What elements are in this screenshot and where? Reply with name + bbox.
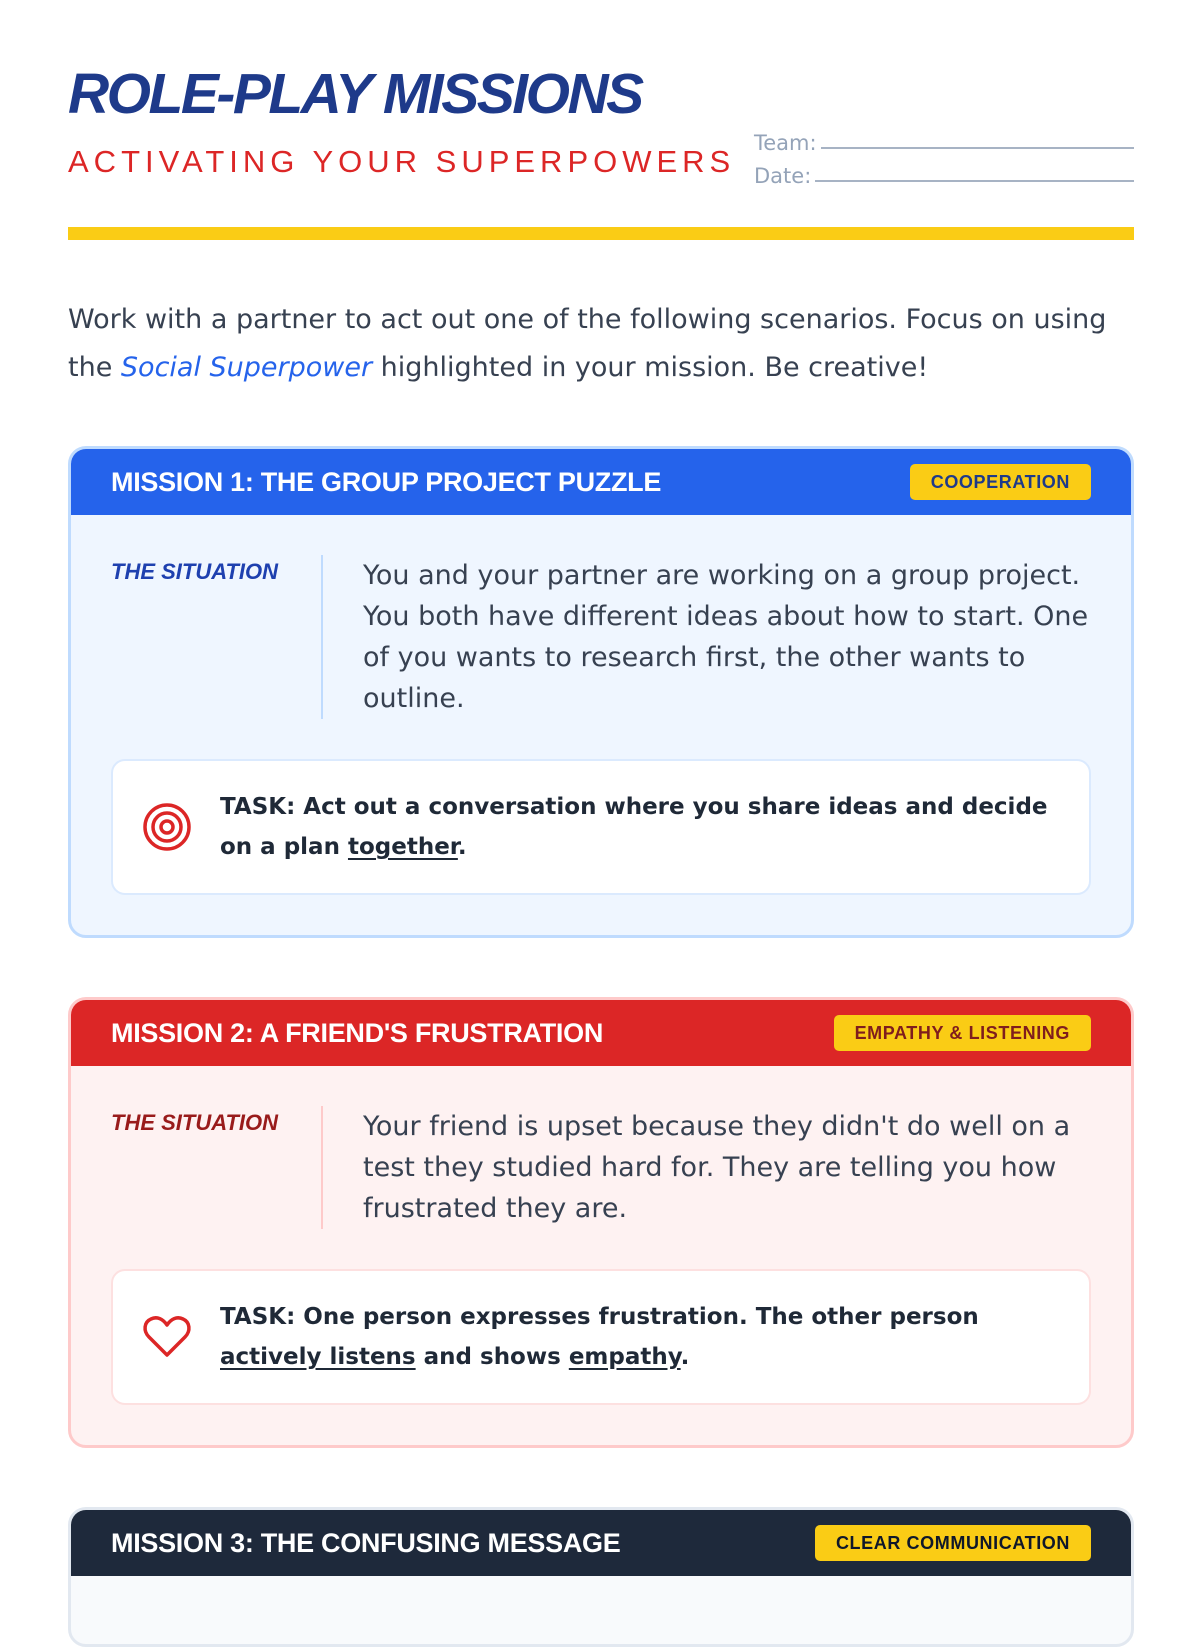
mission-2-situation-text: Your friend is upset because they didn't do well on a test they studied hard for. They are telling you how frustrated they are. [321,1106,1091,1229]
mission-2-task-keyword-1: actively listens [220,1344,416,1370]
mission-2-title: MISSION 2: A FRIEND'S FRUSTRATION [111,1017,604,1048]
mission-1-task-box [111,759,1091,895]
mission-card-1 [68,446,1134,938]
mission-1-task-prefix: TASK: Act out a conversation where you share ideas and decide on a plan [220,794,1048,860]
team-blank-line[interactable] [821,147,1134,149]
mission-1-task-keyword: together [347,834,458,860]
date-label: Date: [754,164,812,188]
mission-1-situation-label: THE SITUATION [111,559,279,584]
mission-2-situation [71,1066,1131,1229]
mission-card-2 [68,997,1134,1448]
mission-1-header [71,449,1131,515]
mission-3-superpower-tag: CLEAR COMMUNICATION [815,1525,1091,1561]
team-date-fields [754,122,1134,188]
mission-2-superpower-tag: EMPATHY & LISTENING [834,1015,1091,1051]
mission-1-task-text [220,787,1053,867]
mission-1-superpower-tag: COOPERATION [910,464,1091,500]
header-divider [68,227,1134,240]
mission-1-task-suffix: . [457,834,467,860]
mission-2-task-text [220,1297,1053,1377]
team-field[interactable] [754,122,1134,155]
heart-icon [141,1311,193,1363]
mission-1-title: MISSION 1: THE GROUP PROJECT PUZZLE [111,466,662,497]
intro-paragraph [68,296,1148,392]
mission-2-task-middle: and shows [415,1344,569,1370]
mission-3-header [71,1510,1131,1576]
mission-2-task-box [111,1269,1091,1405]
page-title: ROLE-PLAY MISSIONS [68,62,642,126]
date-blank-line[interactable] [815,180,1134,182]
target-icon [141,801,193,853]
page-subtitle: ACTIVATING YOUR SUPERPOWERS [68,144,736,179]
mission-2-header [71,1000,1131,1066]
intro-highlight: Social Superpower [120,352,373,383]
mission-1-situation [71,515,1131,719]
intro-text-after: highlighted in your mission. Be creative! [372,352,929,383]
mission-card-3 [68,1507,1134,1647]
mission-2-situation-label: THE SITUATION [111,1110,279,1135]
mission-2-task-keyword-2: empathy [568,1344,681,1370]
intro-text-before: Work with a partner to act out one of the following scenarios. Focus on using the [68,304,1107,383]
team-label: Team: [754,131,817,155]
mission-1-situation-text: You and your partner are working on a group project. You both have different ideas about how to start. One of you wants to research first, the other wants to outline. [321,555,1091,719]
mission-3-title: MISSION 3: THE CONFUSING MESSAGE [111,1527,621,1558]
date-field[interactable] [754,155,1134,188]
mission-2-task-suffix: . [680,1344,690,1370]
mission-2-task-prefix: TASK: One person expresses frustration. The other person [220,1304,979,1330]
worksheet-header [68,60,1134,240]
